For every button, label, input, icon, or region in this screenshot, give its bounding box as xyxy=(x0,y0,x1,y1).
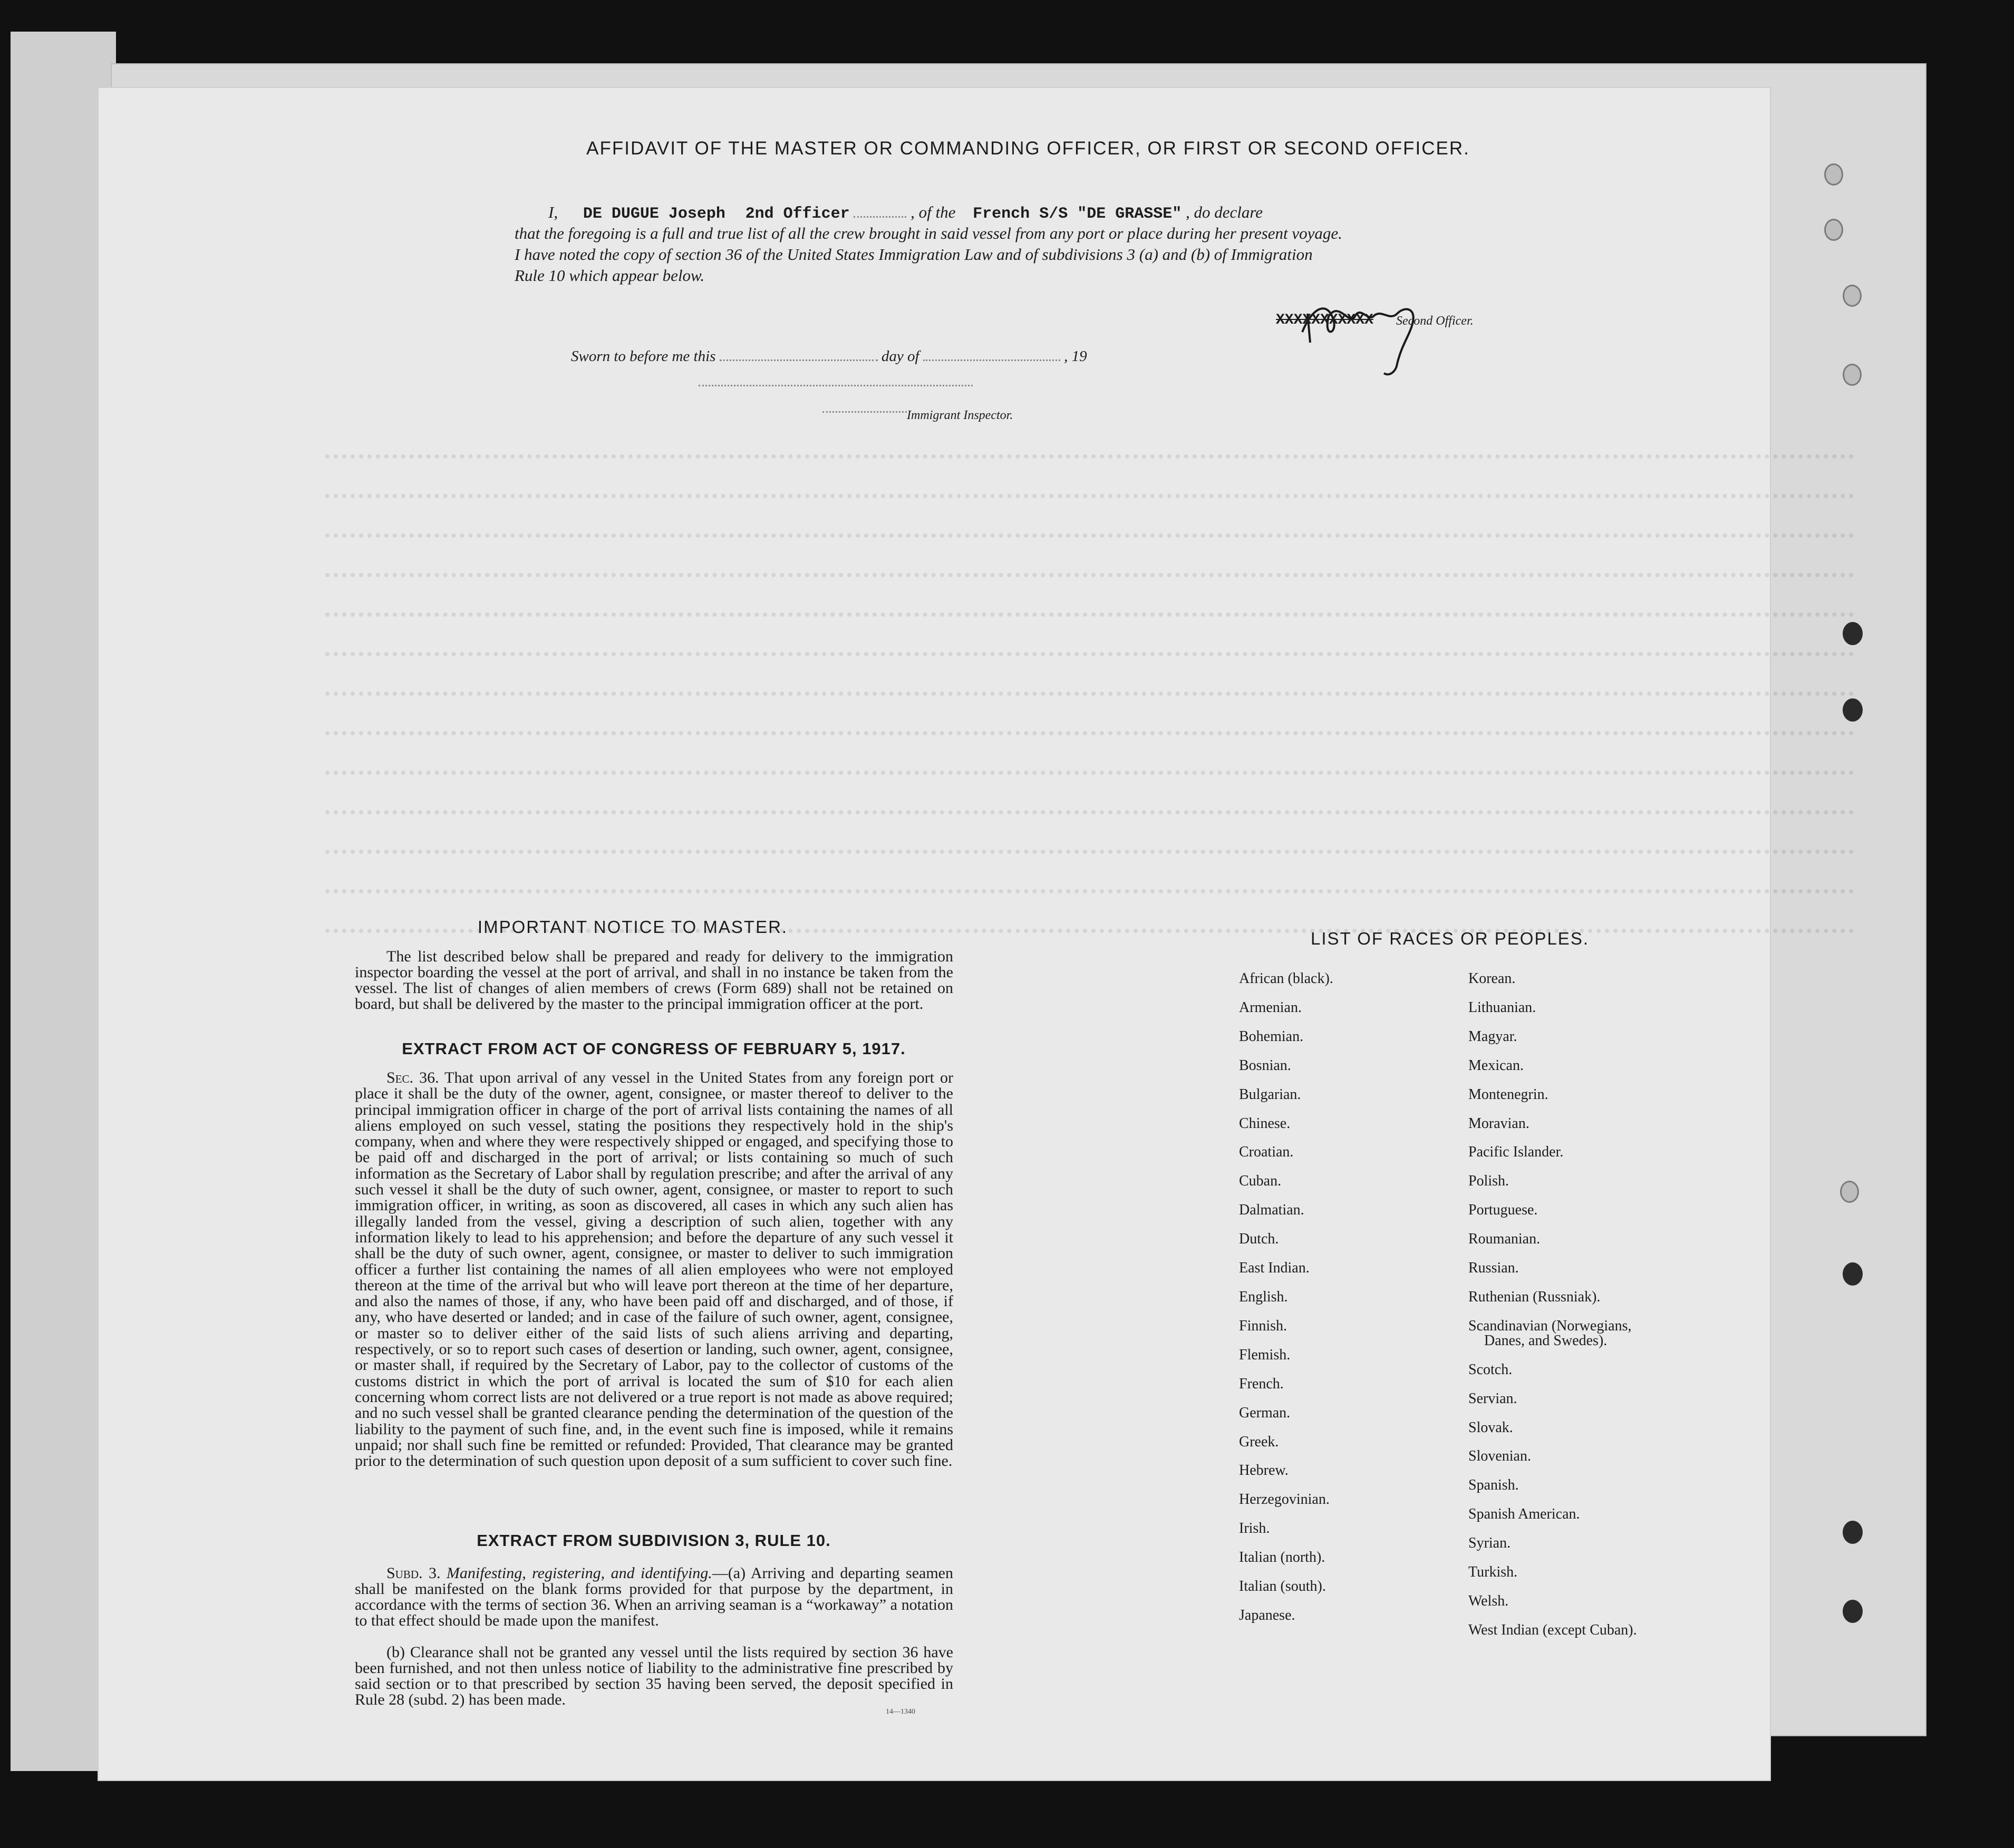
races-column-2 xyxy=(1468,965,1637,1645)
affidavit-title: AFFIDAVIT OF THE MASTER OR COMMANDING OFFICER, OR FIRST OR SECOND OFFICER. xyxy=(586,138,1470,159)
notice-heading: IMPORTANT NOTICE TO MASTER. xyxy=(477,917,788,937)
subdivision-3-b: (b) Clearance shall not be granted any vessel until the lists required by section 36 have been furnished, and not then unless notice of liability to the administrative fine prescribed by said section or to that prescribed by section 35 having been served, the deposit specified in Rule 28 (subd. 2) has been made. xyxy=(355,1643,953,1708)
punch-hole xyxy=(1824,163,1843,186)
race-item: Slovak. xyxy=(1468,1419,1513,1436)
affidavit-line-2: that the foregoing is a full and true list of all the crew brought in said vessel from any port or place during her present voyage. xyxy=(515,224,1342,242)
race-item: Japanese. xyxy=(1239,1607,1295,1623)
race-item: French. xyxy=(1239,1375,1284,1392)
race-item: Hebrew. xyxy=(1239,1462,1289,1479)
race-item: Spanish. xyxy=(1468,1477,1519,1494)
declaration-prefix: I, xyxy=(548,203,558,221)
race-item: Dutch. xyxy=(1239,1231,1279,1248)
officer-signature xyxy=(1271,285,1492,380)
section-36-lead: Sec. 36. xyxy=(386,1069,439,1086)
bleed-through-row xyxy=(325,850,1854,861)
race-item: Bosnian. xyxy=(1239,1057,1291,1074)
race-item: Finnish. xyxy=(1239,1317,1287,1334)
race-item: Bulgarian. xyxy=(1239,1086,1301,1103)
race-item: Italian (south). xyxy=(1239,1578,1326,1595)
race-item: Greek. xyxy=(1239,1433,1279,1450)
race-item: Magyar. xyxy=(1468,1028,1517,1045)
sworn-label: Sworn to before me this xyxy=(571,348,716,365)
rule-extract-heading: EXTRACT FROM SUBDIVISION 3, RULE 10. xyxy=(477,1531,831,1550)
rank-fill-line xyxy=(854,216,906,218)
bleed-through-row xyxy=(325,533,1854,545)
punch-hole xyxy=(1843,698,1863,722)
race-item: Bohemian. xyxy=(1239,1028,1304,1045)
punch-hole xyxy=(1843,1600,1863,1623)
declaration-line xyxy=(548,203,1263,223)
race-item: African (black). xyxy=(1239,970,1333,987)
bleed-through-row xyxy=(325,494,1854,505)
subdivision-3-a: —(a) Arriving and departing seamen shall be manifested on the blank forms provided for that purpose by the department, in accordance with the terms of section 36. When an arriving seaman is a “workaway” a notation to that effect should be made upon the manifest. xyxy=(355,1564,953,1629)
section-36-body: That upon arrival of any vessel in the United States from any foreign port or place it shall be the duty of the owner, agent, consignee, or master thereof to deliver to the principal immigration officer in charge of the port of arrival lists containing the names of all aliens employed on such vessel, stating the positions they respectively hold in the ship's company, when and where they were respectively shipped or engaged, and specifying those to be paid off and discharged in the port of arrival; or lists containing so much of such information as the Secretary of Labor shall by regulation prescribe; and after the arrival of any such vessel it shall be the duty of such owner, agent, consignee, or master to report to such immigration officer, in writing, as soon as discovered, all cases in which any such alien has illegally landed from the vessel, giving a description of such alien, together with any information likely to lead to his apprehension; and before the departure of any such vessel it shall be the duty of such owner, agent, consignee, or master to deliver to such immigration officer a further list containing the names of all alien employees who were not employed thereon at the time of the arrival but who will leave port thereon at the time of her departure, and also the names of those, if any, who have been paid off and discharged, and of those, if any, who have deserted or landed; and in case of the failure of such owner, agent, consignee, or master so to deliver either of the said lists of such aliens arriving and departing, respectively, or so to report such cases of desertion or landing, such owner, agent, consignee, or master shall, if required by the Secretary of Labor, pay to the collector of customs of the customs district in which the port of arrival is located the sum of $10 for each alien concerning whom correct lists are not delivered or a true report is not made as above required; and no such vessel shall be granted clearance pending the determination of the question of the liability to the payment of such fine, and, in the event such fine is imposed, while it remains unpaid; nor shall such fine be remitted or refunded: Provided, That clearance may be granted prior to the determination of such question upon deposit of a sum sufficient to cover such fine. xyxy=(355,1069,953,1470)
race-item: Pacific Islander. xyxy=(1468,1144,1564,1161)
sworn-day-field xyxy=(720,359,878,361)
subdivision-3-lead: Subd. 3. xyxy=(386,1564,441,1582)
sworn-month-field xyxy=(923,359,1060,361)
race-item: Roumanian. xyxy=(1468,1231,1541,1248)
race-item: Turkish. xyxy=(1468,1564,1518,1581)
inspector-title-line xyxy=(822,411,907,413)
punch-hole xyxy=(1843,285,1862,307)
race-item: Dalmatian. xyxy=(1239,1202,1304,1219)
race-item: Herzegovinian. xyxy=(1239,1491,1330,1508)
race-item: Chinese. xyxy=(1239,1115,1291,1132)
race-item: Servian. xyxy=(1468,1390,1517,1407)
vessel-name: French S/S "DE GRASSE" xyxy=(973,205,1182,223)
affidavit-line-3: I have noted the copy of section 36 of the United States Immigration Law and of subdivisions 3 (a) and (b) of Immigration xyxy=(515,245,1313,264)
race-item: Cuban. xyxy=(1239,1173,1282,1190)
race-item: Danes, and Swedes). xyxy=(1484,1332,1608,1349)
struck-officer-title: XXXXXXXXXXX xyxy=(1276,312,1373,328)
section-36-text xyxy=(355,1070,953,1469)
race-item: Scandinavian (Norwegians, xyxy=(1468,1317,1632,1334)
day-of-label: day of xyxy=(881,348,919,365)
race-item: Welsh. xyxy=(1468,1592,1509,1609)
notice-text: The list described below shall be prepared and ready for delivery to the immigration inspector boarding the vessel at the port of arrival, and shall in no instance be taken from the vessel. The list of changes of alien members of crews (Form 689) shall not be retained on board, but shall be delivered by the master to the principal immigration officer at the port. xyxy=(355,948,953,1013)
act-extract-heading: EXTRACT FROM ACT OF CONGRESS OF FEBRUARY 5, 1917. xyxy=(402,1039,906,1058)
bleed-through-row xyxy=(325,771,1854,782)
race-item: Polish. xyxy=(1468,1173,1509,1190)
punch-hole xyxy=(1843,622,1863,645)
bleed-through-row xyxy=(325,454,1854,466)
race-item: Moravian. xyxy=(1468,1115,1529,1132)
race-item: Croatian. xyxy=(1239,1144,1294,1161)
of-the-label: , of the xyxy=(911,203,956,221)
punch-hole xyxy=(1843,1521,1863,1544)
sworn-line xyxy=(571,348,1087,365)
declaration-suffix: , do declare xyxy=(1186,203,1263,221)
race-item: English. xyxy=(1239,1288,1288,1305)
officer-name: DE DUGUE Joseph xyxy=(583,205,725,223)
second-officer-label: Second Officer. xyxy=(1396,314,1474,328)
race-item: Flemish. xyxy=(1239,1346,1291,1363)
race-item: Portuguese. xyxy=(1468,1202,1538,1219)
affidavit-line-4: Rule 10 which appear below. xyxy=(515,266,705,285)
bleed-through-row xyxy=(325,612,1854,624)
punch-hole xyxy=(1843,1262,1863,1286)
bleed-through-row xyxy=(325,810,1854,822)
races-heading: LIST OF RACES OR PEOPLES. xyxy=(1310,929,1590,948)
bleed-through-row xyxy=(325,889,1854,901)
bleed-through-row xyxy=(325,731,1854,743)
punch-hole xyxy=(1824,219,1843,241)
race-item: Lithuanian. xyxy=(1468,999,1536,1016)
bleed-through-row xyxy=(325,652,1854,664)
inspector-label: Immigrant Inspector. xyxy=(907,408,1013,422)
race-item: Montenegrin. xyxy=(1468,1086,1548,1103)
race-item: Slovenian. xyxy=(1468,1448,1531,1465)
bleed-through-row xyxy=(325,573,1854,585)
race-item: Russian. xyxy=(1468,1260,1519,1277)
race-item: German. xyxy=(1239,1404,1291,1421)
punch-hole xyxy=(1840,1181,1859,1203)
race-item: Mexican. xyxy=(1468,1057,1524,1074)
race-item: Ruthenian (Russniak). xyxy=(1468,1288,1601,1305)
subdivision-3-italic: Manifesting, registering, and identifying. xyxy=(446,1564,712,1582)
race-item: Italian (north). xyxy=(1239,1549,1325,1566)
race-item: Armenian. xyxy=(1239,999,1302,1016)
bleed-through-row xyxy=(325,692,1854,703)
races-column-1 xyxy=(1239,965,1333,1630)
race-item: Spanish American. xyxy=(1468,1506,1580,1523)
inspector-signature-line xyxy=(699,385,973,386)
race-item: West Indian (except Cuban). xyxy=(1468,1621,1637,1638)
race-item: Syrian. xyxy=(1468,1535,1511,1552)
print-code: 14—1340 xyxy=(886,1708,915,1716)
subdivision-3-text xyxy=(355,1565,953,1629)
officer-rank: 2nd Officer xyxy=(745,205,850,223)
race-item: Irish. xyxy=(1239,1520,1270,1537)
race-item: Korean. xyxy=(1468,970,1516,987)
race-item: Scotch. xyxy=(1468,1361,1513,1378)
race-item: East Indian. xyxy=(1239,1260,1310,1277)
year-label: , 19 xyxy=(1064,348,1087,365)
punch-hole xyxy=(1843,364,1862,386)
